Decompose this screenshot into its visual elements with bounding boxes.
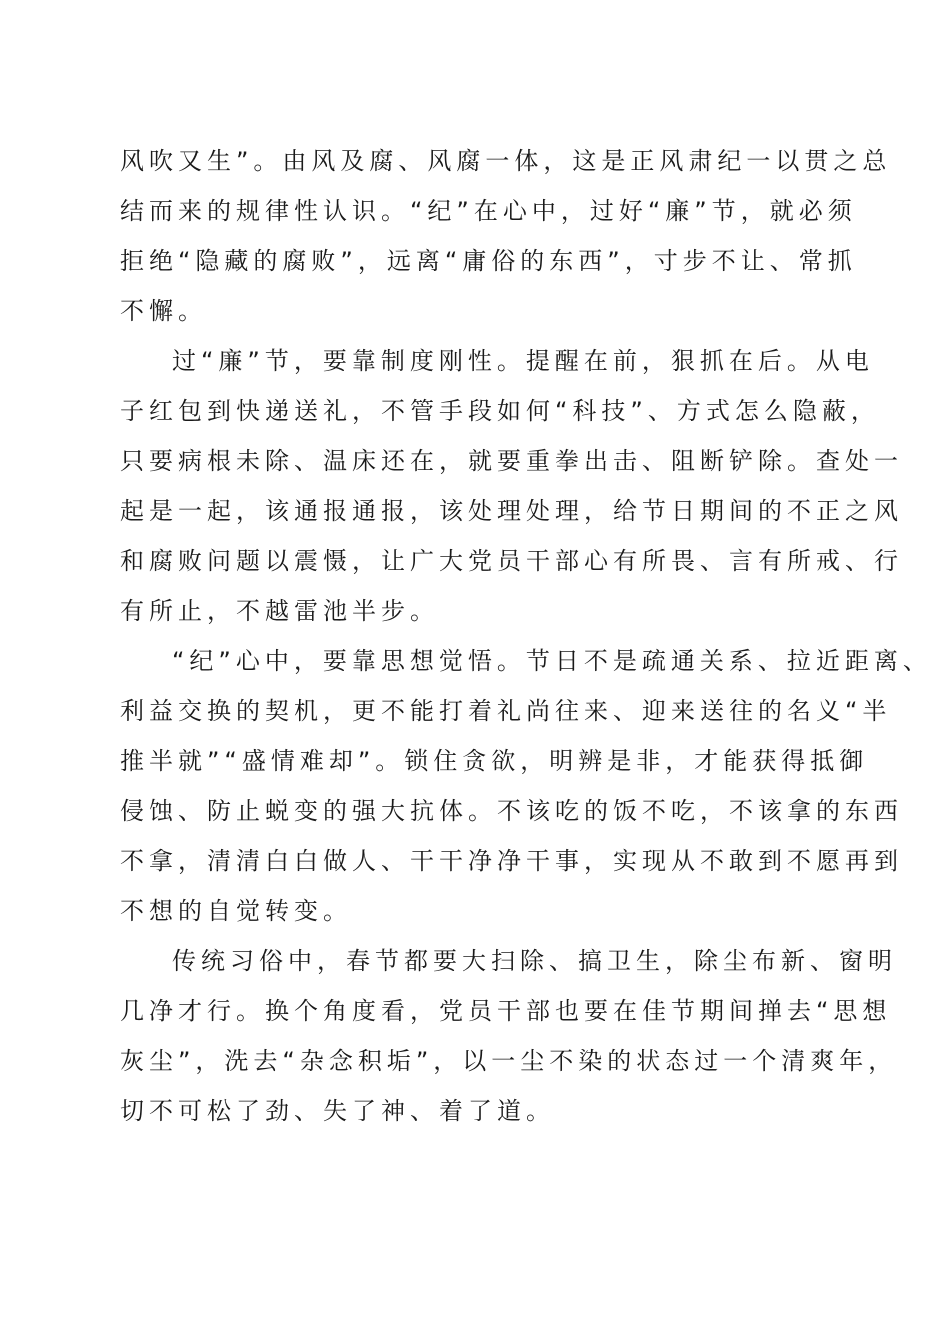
text-line: 结而来的规律性认识。“纪”在心中，过好“廉”节，就必须 (120, 197, 857, 225)
paragraph (120, 936, 898, 1136)
text-line: “纪”心中，要靠思想觉悟。节日不是疏通关系、拉近距离、 (172, 647, 932, 675)
text-line: 利益交换的契机，更不能打着礼尚往来、迎来送往的名义“半 (120, 697, 892, 725)
text-line: 推半就”“盛情难却”。锁住贪欲，明辨是非，才能获得抵御 (120, 747, 869, 775)
text-line: 和腐败问题以震慑，让广大党员干部心有所畏、言有所戒、行 (120, 547, 903, 575)
paragraph (120, 136, 892, 336)
text-line: 侵蚀、防止蜕变的强大抗体。不该吃的饭不吃，不该拿的东西 (120, 797, 903, 825)
text-line: 几净才行。换个角度看，党员干部也要在佳节期间掸去“思想 (120, 997, 892, 1025)
text-line: 风吹又生”。由风及腐、风腐一体，这是正风肃纪一以贯之总 (120, 147, 892, 175)
article-body (120, 136, 932, 1136)
text-line: 拒绝“隐藏的腐败”，远离“庸俗的东西”，寸步不让、常抓 (120, 247, 857, 275)
paragraph (120, 336, 903, 636)
text-line: 只要病根未除、温床还在，就要重拳出击、阻断铲除。查处一 (120, 447, 903, 475)
text-line: 不拿，清清白白做人、干干净净干事，实现从不敢到不愿再到 (120, 847, 903, 875)
text-line: 过“廉”节，要靠制度刚性。提醒在前，狠抓在后。从电 (172, 347, 874, 375)
text-line: 起是一起，该通报通报，该处理处理，给节日期间的不正之风 (120, 497, 903, 525)
text-line: 有所止，不越雷池半步。 (120, 597, 439, 625)
text-line: 灰尘”，洗去“杂念积垢”，以一尘不染的状态过一个清爽年， (120, 1047, 898, 1075)
text-line: 不懈。 (120, 297, 207, 325)
text-line: 子红包到快递送礼，不管手段如何“科技”、方式怎么隐蔽， (120, 397, 880, 425)
paragraph (120, 636, 932, 936)
text-line: 不想的自觉转变。 (120, 897, 352, 925)
text-line: 传统习俗中，春节都要大扫除、搞卫生，除尘布新、窗明 (172, 947, 897, 975)
text-line: 切不可松了劲、失了神、着了道。 (120, 1097, 555, 1125)
